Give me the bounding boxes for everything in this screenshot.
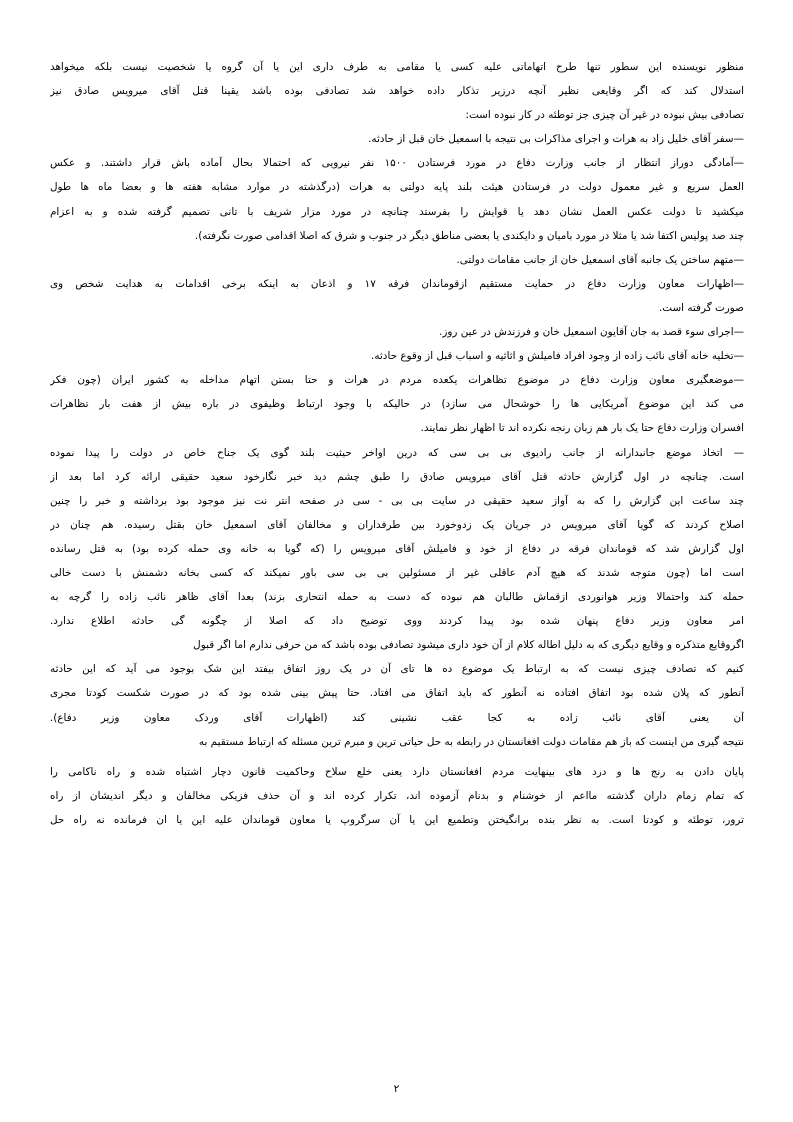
text-line: که تمام زمام داران گذشته مااعم از خوشنام و بدنام آزموده اند، تکرار کرده اند و آن حذف فزیکی مخالفان و دیگر اندیشان از راه (50, 789, 744, 802)
text-line: آن یعنی آقای نائب زاده به کجا عقب نشینی کند (اظهارات آقای وردک معاون وزیر دفاع). (50, 711, 744, 724)
text-line: —اظهارات معاون وزارت دفاع در حمایت مستقیم ازقوماندان فرقه ۱۷ و اذعان به اینکه برخی اقدامات به هدایت شخص وی (50, 277, 744, 290)
text-line: است اما (چون متوجه شدند که هیچ آدم عاقلی غیر از مسئولین بی بی سی باور نمیکند که کسی بخانه دشمنش با دست خالی (50, 566, 744, 579)
page-number: ۲ (393, 1083, 400, 1095)
text-line: استدلال کند که اگر وقایعی نظیر آنچه درزیر تذکار داده خواهد شد تصادفی بوده باشد یقینا قتل آقای میرویس صادق نیز (50, 85, 744, 98)
text-line: اصلاح کردند که گویا آقای میرویس در جریان یک زدوخورد بین طرفداران و مخالفان آقای اسمعیل خان بقتل رسیده. هم چنان در (50, 518, 744, 531)
text-line: امر معاون وزیر دفاع پنهان شده بود پیدا کردند ووی توضیح داد که اصلا از چگونه گی حادثه اطلاع ندارد. (50, 615, 744, 628)
text-line: کنیم که تصادف چیزی نیست که به ارتباط یک موضوع ده ها تای آن در یک روز اتفاق بیفتد این شک بوجود می آید که این حادثه (50, 663, 744, 676)
text-line: صورت گرفته است. (658, 301, 744, 314)
text-line: نتیجه گیری من اینست که باز هم مقامات دولت افغانستان در رابطه به حل حیاتی ترین و مبرم ترین مسئله که ارتباط مستقیم به (198, 735, 744, 748)
text-line: —موضعگیری معاون وزارت دفاع در موضوع تظاهرات یکعده مردم در هرات و حتا بستن اتهام مداخله به کشور ایران (چون فکر (50, 374, 744, 387)
text-line: چند ساعت این گزارش را که به آواز سعید حقیقی در سایت بی بی - سی در صفحه انتر نت نیز موجود بود برداشته و خبر را چنین (50, 494, 744, 507)
text-line: —سفر آقای خلیل زاد به هرات و اجرای مذاکرات بی نتیجه با اسمعیل خان قبل از حادثه. (368, 133, 744, 146)
text-line: می کند این موضوع آمریکایی ها را خوشحال می سازد) در حالیکه با وجود ارتباط وظیفوی در باره بیش از هفت بار تظاهرات (50, 398, 744, 411)
text-line: پایان دادن به رنج ها و درد های بینهایت مردم افغانستان دارد یعنی خلع سلاح وحاکمیت قانون دچار اشتباه شده و راه ناکامی را (50, 765, 744, 778)
text-line: میکشید تا دولت عکس العمل نشان دهد یا قوایش را بفرستد چنانچه در مورد مزار شریف با تانی تصمیم گرفته شده و به اعزام (50, 205, 744, 218)
text-line: —آمادگی دوراز انتظار از جانب وزارت دفاع در مورد فرستادن ۱۵۰۰ نفر نیرویی که احتمالا بحال آماده باش قرار داشتند. و عکس (50, 157, 744, 170)
text-line: افسران وزارت دفاع حتا یک بار هم زبان رنجه نکرده اند تا اظهار نظر نمایند. (420, 422, 744, 435)
text-line: اگروقایع متذکره و وقایع دیگری که به دلیل اطاله کلام از آن خود داری میشود تصادفی بوده باشد که من حرفی ندارم اما اگر قبول (193, 639, 744, 652)
text-line: —تخلیه خانه آقای نائب زاده از وجود افراد فامیلش و اثاثیه و اسباب قبل از وقوع حادثه. (371, 350, 744, 363)
body-text (50, 55, 744, 832)
text-line: چند صد پولیس اکتفا شد یا مثلا در مورد بامیان و دایکندی یا بعضی مناطق دیگر در جنوب و شرق که اصلا اقدامی صورت نگرفته). (194, 229, 744, 242)
text-line: حمله کند واحتمالا وزیر هوانوردی ازقماش طالبان هم نبوده که دست به حمله انتحاری بزند) بعدا آقای ظاهر نائب زاده را گرچه به (50, 591, 744, 604)
text-line: منظور نویسنده این سطور تنها طرح اتهاماتی علیه کسی یا مقامی به طرف داری این یا آن گروه یا شخصیت نیست بلکه میخواهد (50, 61, 744, 73)
text-line: العمل سریع و غیر معمول دولت در فرستادن هیئت بلند پایه دولتی به هرات (درگذشته در موارد مشابه هفته ها و بعضا ماه ها طول (50, 181, 744, 194)
text-line: است. چنانچه در اول گزارش حادثه قتل آقای میرویس صادق را طبق چشم دید خبر نگارخود سعید حقیقی ارائه کرد اما بعد از (50, 470, 744, 483)
text-line: تصادفی بیش نبوده در غیر آن چیزی جز توطئه در کار نبوده است: (465, 109, 744, 122)
text-line: —اجرای سوء قصد به جان آقایون اسمعیل خان و فرزندش در عین روز. (439, 326, 744, 339)
text-line: آنطور که پلان شده بود اتفاق افتاده نه آنطور که باید اتفاق می افتاد. حتا پیش بینی شده بود که در صورت شکست کودتا مجری (50, 687, 744, 700)
text-line: ترور، توطئه و کودتا است. به نظر بنده برانگیختن وتطمیع این یا آن سرگروپ یا معاون قوماندان علیه این یا ان فرمانده نه راه حل (50, 813, 744, 826)
text-line: اول گزارش شد که قوماندان فرقه در دفاع از خود و فامیلش آقای میرویس را (که گویا به خانه وی حمله کرده بود) به قتل رسانده (50, 542, 744, 555)
text-line: —متهم ساختن یک جانبه آقای اسمعیل خان از جانب مقامات دولتی. (456, 253, 744, 266)
text-line: — اتخاذ موضع جانبدارانه از جانب رادیوی بی بی سی که درین اواخر حیثیت بلند گوی یک جناح خاص در دولت را پیدا نموده (50, 446, 744, 459)
